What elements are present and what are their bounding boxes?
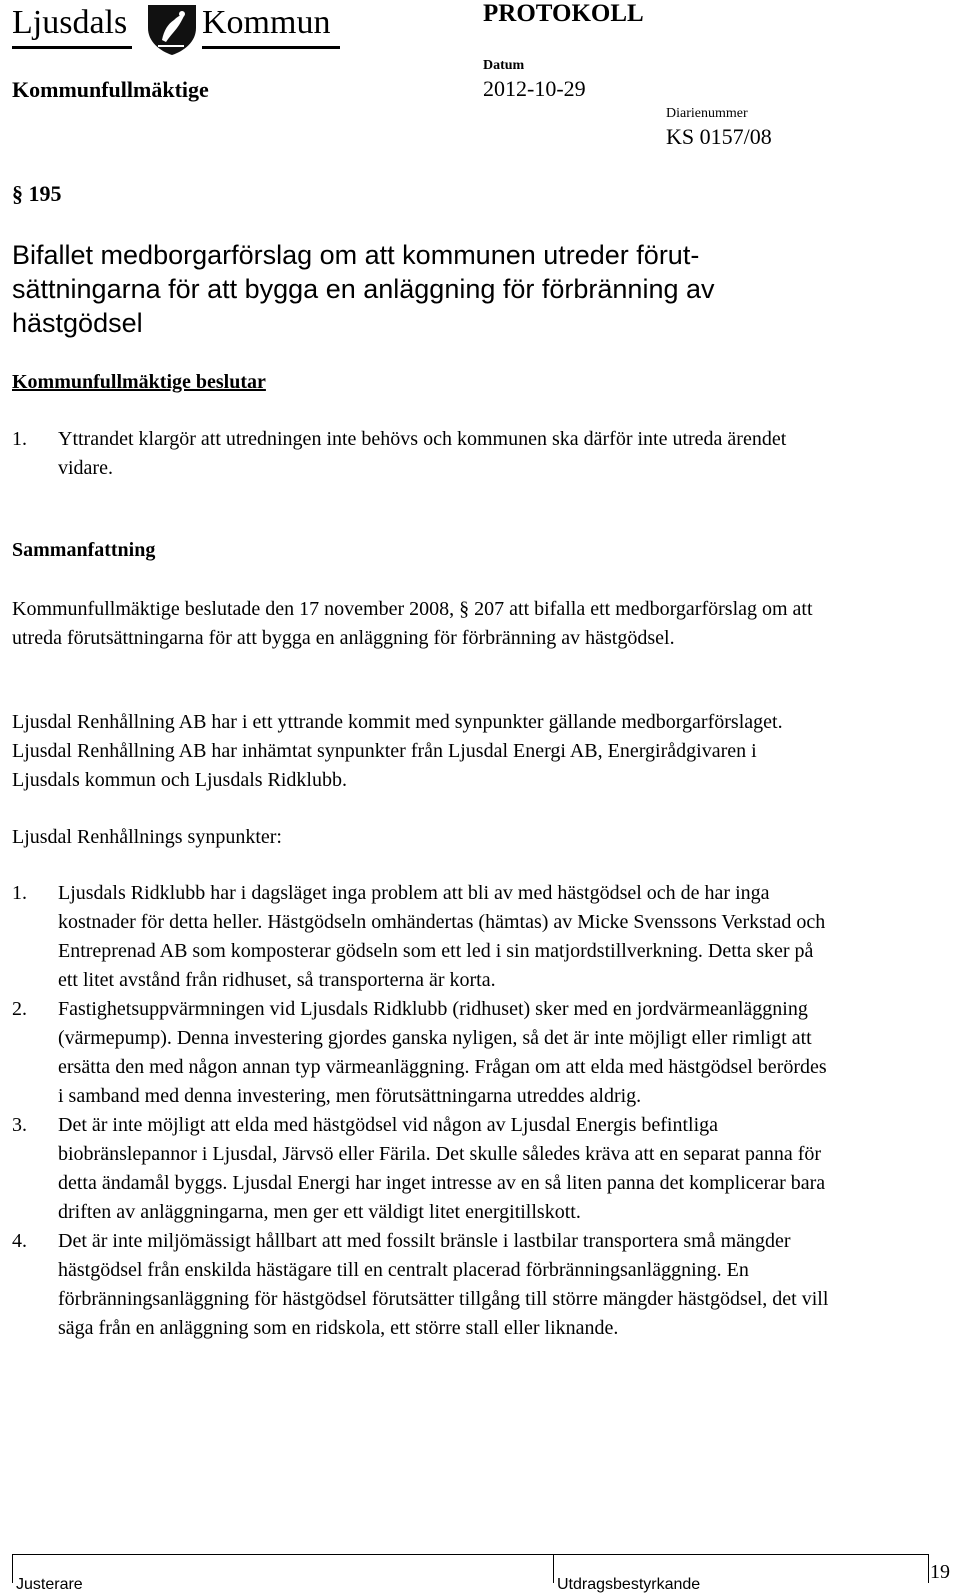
document-type: PROTOKOLL	[483, 0, 644, 27]
date-label: Datum	[483, 58, 525, 73]
footer-box-right	[553, 1554, 554, 1583]
list-item	[12, 1227, 832, 1343]
summary-paragraph-1: Kommunfullmäktige beslutade den 17 november 2008, § 207 att bifalla ett medborgarförslag om att utreda förutsättningarna för att bygga en anläggning för förbränning av hästgödsel.	[12, 598, 813, 649]
list-text: Ljusdals Ridklubb har i dagsläget inga problem att bli av med hästgödsel och de har inga kostnader för detta heller. Hästgödseln omhändertas (hämtas) av Micke Svenssons Verkstad och Entreprenad AB som komposterar gödseln som ett led i sin matjordstillverkning. Detta sker på ett litet avstånd från ridhuset, så transporterna är korta.	[58, 882, 826, 991]
list-item	[12, 995, 832, 1111]
date-value: 2012-10-29	[483, 76, 586, 101]
list-text: Yttrandet klargör att utredningen inte behövs och kommunen ska därför inte utreda ärendet vidare.	[58, 428, 787, 479]
list-item	[12, 425, 832, 483]
decision-list	[12, 425, 832, 483]
list-text: Det är inte möjligt att elda med hästgödsel vid någon av Ljusdal Energis befintliga biobränslepannor i Ljusdal, Järvsö eller Färila. Det skulle således kräva att en separat panna för detta ändamål byggs. Ljusdal Energi har inget intresse av en så liten panna det komplicerar bara driften av anläggningarna, men ger ett väldigt litet energitillskott.	[58, 1114, 826, 1223]
coat-of-arms-icon	[144, 2, 200, 56]
list-item	[12, 879, 832, 995]
footer-divider	[12, 1554, 928, 1555]
list-item	[12, 1111, 832, 1227]
diary-number-label: Diarienummer	[666, 106, 748, 121]
logo-underline-right	[202, 46, 340, 49]
views-heading: Ljusdal Renhållnings synpunkter:	[12, 826, 282, 848]
footer-justerare: Justerare	[16, 1576, 83, 1593]
section-title: Bifallet medborgarförslag om att kommunen utreder förut-sättningarna för att bygga en anläggning för förbränning av hästgödsel	[12, 240, 715, 338]
list-text: Det är inte miljömässigt hållbart att med fossilt bränsle i lastbilar transportera små mängder hästgödsel från enskilda hästägare till en centralt placerad förbränningsanläggning. En förbränningsanläggning för hästgödsel förutsätter tillgång till större mängder hästgödsel, det vill säga från en anläggning som en ridskola, ett större stall eller liknande.	[58, 1230, 829, 1339]
municipality-logo	[12, 2, 332, 50]
list-number: 1.	[12, 428, 27, 450]
footer-box-left	[12, 1554, 13, 1583]
footer-box-end	[928, 1554, 929, 1583]
organ-name: Kommunfullmäktige	[12, 77, 209, 102]
footer-utdragsbestyrkande: Utdragsbestyrkande	[557, 1576, 701, 1593]
list-number: 3.	[12, 1114, 27, 1136]
list-number: 4.	[12, 1230, 27, 1252]
decision-heading: Kommunfullmäktige beslutar	[12, 371, 266, 393]
diary-number-value: KS 0157/08	[666, 124, 772, 149]
views-list	[12, 879, 832, 1343]
logo-underline-left	[12, 46, 132, 49]
summary-paragraph-2: Ljusdal Renhållning AB har i ett yttrande kommit med synpunkter gällande medborgarförslaget. Ljusdal Renhållning AB har inhämtat synpunkter från Ljusdal Energi AB, Energirådgivaren i Ljusdals kommun och Ljusdals Ridklubb.	[12, 711, 783, 791]
page-number: 19	[930, 1561, 950, 1583]
list-text: Fastighetsuppvärmningen vid Ljusdals Ridklubb (ridhuset) sker med en jordvärmeanläggning (värmepump). Denna investering gjordes ganska nyligen, så det är inte möjligt eller rimligt att ersätta den med någon annan typ värmeanläggning. Frågan om att elda med hästgödsel berördes i samband med denna investering, men förutsättningarna utreddes aldrig.	[58, 998, 827, 1107]
list-number: 1.	[12, 882, 27, 904]
list-number: 2.	[12, 998, 27, 1020]
logo-text-right: Kommun	[202, 4, 331, 41]
summary-heading: Sammanfattning	[12, 539, 156, 561]
paragraph-number: § 195	[12, 181, 62, 206]
logo-text-left: Ljusdals	[12, 4, 128, 41]
